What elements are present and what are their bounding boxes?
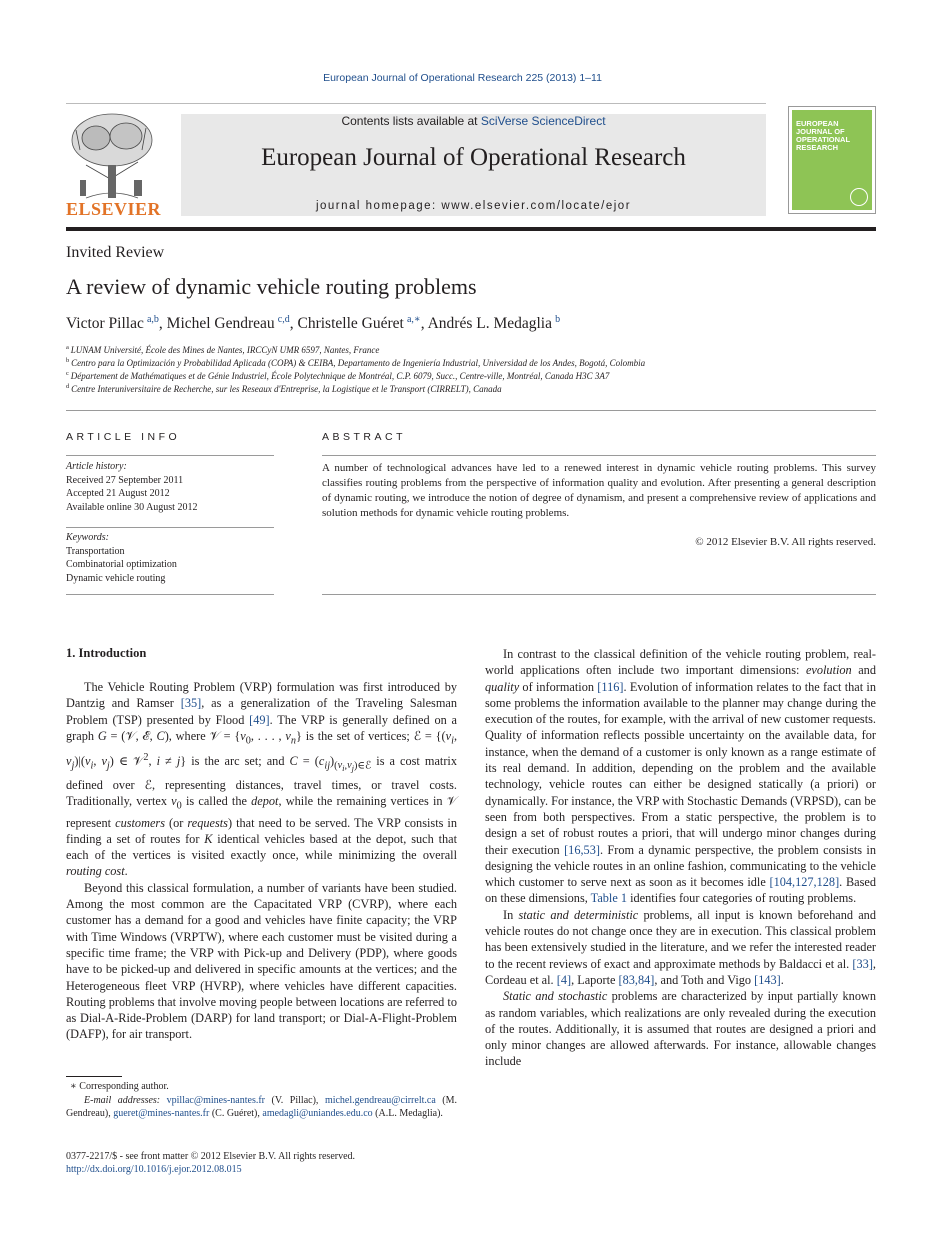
contents-line [181, 114, 766, 128]
doi-link[interactable]: http://dx.doi.org/10.1016/j.ejor.2012.08.015 [66, 1164, 242, 1175]
affiliation-marker: d [66, 383, 70, 390]
author-affiliation-marker[interactable]: a,b [146, 314, 159, 325]
keyword: Transportation [66, 545, 125, 557]
divider [66, 594, 274, 595]
affiliation-marker: b [66, 357, 70, 364]
citation-link[interactable]: [33] [852, 956, 873, 971]
author-name: Victor Pillac [66, 315, 144, 333]
body-paragraph: The Vehicle Routing Problem (VRP) formulation was first introduced by Dantzig and Ramser [35], as a generalization of the Traveling Salesman Problem (TSP) presented by Flood [49]. The VRP is generally defined on a graph G = (𝒱, ℰ, C), where 𝒱 = {$v_0$, . . . , $v_n$} is the set of vertices; ℰ = {($v_i$, $v_j)|(v_i$, $v_j$) ∈ 𝒱$^2$, i ≠ j} is the arc set; and $C = (c_{ij})_{(v_i,v_j)\in ℰ}$ is a cost matrix defined over ℰ, representing distances, travel times, or travel costs. Traditionally, vertex $v_0$ is called the depot, while the remaining vertices in 𝒱 represent customers (or requests) that need to be served. The VRP consists in finding a set of routes for K identical vehicles based at the depot, such that each of the vertices is visited exactly once, while minimizing the overall routing cost. [66, 680, 458, 879]
divider [66, 455, 274, 456]
keyword: Combinatorial optimization [66, 559, 177, 570]
article-history [66, 460, 276, 514]
contents-prefix: Contents lists available at [341, 114, 481, 128]
author-affiliation-marker[interactable]: b [555, 314, 561, 325]
author-name: Andrés L. Medaglia [427, 315, 552, 333]
affiliation [66, 383, 502, 394]
journal-reference-link[interactable]: European Journal of Operational Research 225 (2013) 1–11 [323, 72, 602, 84]
affiliation-text: LUNAM Université, École des Mines de Nantes, IRCCyN UMR 6597, Nantes, France [70, 345, 380, 355]
affiliation [66, 344, 379, 355]
keywords-block [66, 531, 276, 585]
citation-link[interactable]: [104,127,128] [769, 875, 840, 890]
citation-link[interactable]: [49] [249, 712, 270, 727]
sciencedirect-link[interactable]: SciVerse ScienceDirect [480, 114, 606, 128]
article-type: Invited Review [66, 244, 165, 261]
affiliation-marker: a [66, 344, 69, 351]
divider [66, 527, 274, 528]
citation-link[interactable]: [16,53] [564, 842, 600, 857]
body-column-right [485, 646, 876, 1070]
affiliation-text: Centro para la Optimización y Probabilidad Aplicada (COPA) & CEIBA, Departamento de Ingeniería Industrial, Universidad de los Andes, Bogotá, Colombia [71, 358, 646, 368]
online-date: Available online 30 August 2012 [66, 501, 198, 513]
email-link[interactable]: gueret@mines-nantes.fr [113, 1108, 210, 1119]
email-owner: (M. Gendreau), [66, 1094, 458, 1119]
cover-title: EUROPEAN JOURNAL OF OPERATIONAL RESEARCH [796, 119, 850, 152]
email-label: E-mail addresses: [84, 1094, 161, 1106]
email-owner: (V. Pillac), [271, 1094, 319, 1106]
divider [66, 410, 876, 411]
journal-cover-thumbnail [788, 106, 876, 214]
history-label: Article history: [66, 461, 127, 472]
author-name: Michel Gendreau [166, 315, 275, 333]
cover-seal-icon [850, 188, 868, 206]
author-affiliation-marker[interactable]: c,d [277, 314, 290, 325]
elsevier-wordmark: ELSEVIER [66, 199, 162, 219]
author-list: Victor Pillac $^{a,b}$, Michel Gendreau $^{c,d}$, Christelle Guéret $^{a,∗}$, Andrés L. Medaglia $^b$ [66, 314, 561, 333]
abstract-heading: ABSTRACT [322, 431, 407, 443]
affiliation [66, 370, 609, 381]
copyright: © 2012 Elsevier B.V. All rights reserved. [695, 536, 876, 548]
front-matter-line: 0377-2217/$ - see front matter © 2012 Elsevier B.V. All rights reserved. [66, 1151, 356, 1162]
corresponding-author-note: ∗ Corresponding author. [70, 1081, 169, 1092]
footnote [66, 1080, 457, 1121]
email-addresses [66, 1094, 457, 1121]
body-column-left [66, 679, 457, 1043]
author-name: Christelle Guéret [297, 315, 404, 333]
table-reference-link[interactable]: Table 1 [590, 891, 628, 906]
body-paragraph: In contrast to the classical definition of the vehicle routing problem, real-world applications often include two important dimensions: evolution and quality of information [116]. Evolution of information relates to the fact that in some problems the information available to the planner may change during the execution of the routes, for example, with the arrival of new customer requests. Quality of information reflects possible uncertainty on the available data, for instance, when the demand of a customer is only known as a range estimate of its real demand. In addition, depending on the problem and the available technology, vehicle routes can either be designed statically (a priori) or dynamically. For instance, the VRP with Stochastic Demands (VRPSD), can be seen from both perspectives. From a static perspective, the problem is to design a set of robust routes a priori, that will undergo minor changes during their execution [16,53]. From a dynamic perspective, the problem consists in designing the vehicle routes in an online fashion, communicating to the vehicle which customer to serve next as soon as it becomes idle [104,127,128]. Based on these dimensions, Table 1 identifies four categories of routing problems. [485, 647, 876, 906]
citation-link[interactable]: [35] [180, 696, 202, 711]
header-thick-rule [66, 227, 876, 231]
citation-link[interactable]: [143] [754, 972, 781, 987]
received-date: Received 27 September 2011 [66, 474, 184, 486]
divider [322, 455, 876, 456]
citation-link[interactable]: [4] [556, 972, 572, 987]
journal-homepage[interactable]: journal homepage: www.elsevier.com/locate/ejor [315, 200, 632, 212]
citation-link[interactable]: [83,84] [618, 972, 655, 987]
section-heading-introduction: 1. Introduction [66, 646, 147, 660]
affiliation-text: Centre Interuniversitaire de Recherche, sur les Reseaux d'Entreprise, la Logistique et le Transport (CIRRELT), Canada [71, 384, 502, 394]
article-info-heading: ARTICLE INFO [66, 431, 181, 443]
author-affiliation-marker[interactable]: a,∗ [406, 314, 421, 325]
journal-cover-image [792, 110, 872, 210]
affiliation-text: Département de Mathématiques et de Génie Industriel, École Polytechnique de Montréal, C.P. 6079, Succ., Centre-ville, Montréal, Canada H3C 3A7 [70, 371, 610, 381]
footnote-rule [66, 1076, 122, 1077]
keywords-label: Keywords: [66, 532, 109, 543]
keyword: Dynamic vehicle routing [66, 572, 166, 584]
divider [322, 594, 876, 595]
citation-link[interactable]: [116] [597, 679, 624, 694]
doi-line[interactable] [66, 1163, 242, 1177]
email-link[interactable]: amedagli@uniandes.edu.co [262, 1108, 373, 1119]
accepted-date: Accepted 21 August 2012 [66, 488, 170, 499]
email-owner: (A.L. Medaglia). [375, 1108, 443, 1119]
body-paragraph: In static and deterministic problems, all input is known beforehand and vehicle routes do not change once they are in execution. This classical problem has been extensively studied in the literature, and we refer the interested reader to the recent reviews of exact and approximate methods by Baldacci et al. [33], Cordeau et al. [4], Laporte [83,84], and Toth and Vigo [143]. [485, 907, 876, 987]
email-owner: (C. Guéret), [211, 1108, 260, 1119]
journal-title: European Journal of Operational Research [261, 144, 686, 171]
email-link[interactable]: vpillac@mines-nantes.fr [166, 1094, 266, 1106]
affiliation-marker: c [66, 370, 69, 377]
article-title: A review of dynamic vehicle routing problems [66, 274, 477, 299]
affiliation [66, 357, 645, 368]
journal-reference[interactable] [0, 72, 925, 84]
body-paragraph: Beyond this classical formulation, a number of variants have been studied. Among the most common are the Capacitated VRP (CVRP), where each customer has a demand for a good and vehicles have finite capacity; the VRP with Time Windows (VRPTW), where each customer must be visited during a specific time frame; the VRP with Pick-up and Delivery (PDP), where goods have to be picked-up and delivered in specific amounts at the vertices; and the Heterogeneous fleet VRP (HVRP), where vehicles have different capacities. Routing problems that involve moving people between locations are referred to as Dial-A-Ride-Problem (DARP) for land transport; or Dial-A-Flight-Problem (DAFP), for air transport. [66, 880, 457, 1042]
abstract-text: A number of technological advances have led to a renewed interest in dynamic vehicle routing problems. This survey classifies routing problems from the perspective of information quality and evolution. After presenting a general description of dynamic routing, we introduce the notion of degree of dynamism, and present a comprehensive review of applications and solution methods for dynamic vehicle routing problems. [322, 462, 876, 519]
email-link[interactable]: michel.gendreau@cirrelt.ca [324, 1094, 436, 1106]
header-top-rule [66, 103, 766, 104]
body-paragraph: Static and stochastic problems are characterized by input partially known as random variables, which realizations are only revealed during the execution of the routes. Additionally, it is assumed that routes are designed a priori and only minor changes are allowed afterwards. For instance, allowable changes include [485, 989, 877, 1069]
